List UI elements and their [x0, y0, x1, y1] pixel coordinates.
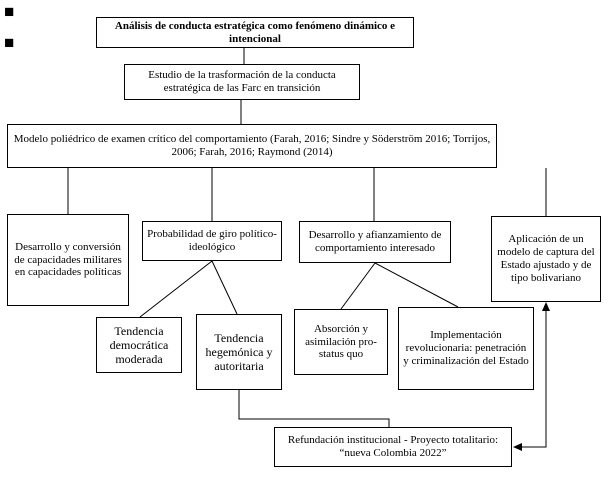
node-probabilidad-giro: Probabilidad de giro político-ideológico — [142, 221, 282, 261]
node-afianzamiento-comportamiento: Desarrollo y afianzamiento de comportamiento interesado — [299, 221, 451, 263]
node-tendencia-hegemonica: Tendencia hegemónica y autoritaria — [196, 314, 282, 390]
node-estudio-transformacion: Estudio de la trasformación de la conducta estratégica de las Farc en transición — [124, 64, 360, 100]
connector-hegemonica-refundacion — [239, 390, 389, 427]
connector-afianzamiento-implementacion — [375, 263, 458, 307]
node-absorcion-asimilacion: Absorción y asimilación pro-status quo — [294, 309, 388, 375]
arrowhead-left-icon — [513, 443, 522, 451]
bullet-square-icon: ■ — [4, 33, 15, 52]
node-refundacion-institucional: Refundación institucional - Proyecto totalitario: “nueva Colombia 2022” — [274, 427, 512, 467]
connector-probabilidad-hegemonica — [212, 261, 237, 314]
node-analisis-title: Análisis de conducta estratégica como fenómeno dinámico e intencional — [96, 17, 414, 48]
arrowhead-up-icon — [542, 302, 550, 311]
node-implementacion-revolucionaria: Implementación revolucionaria: penetración y criminalización del Estado — [398, 307, 534, 390]
node-captura-estado: Aplicación de un modelo de captura del Estado ajustado y de tipo bolivariano — [491, 216, 601, 302]
connector-afianzamiento-absorcion — [341, 263, 375, 309]
bullet-square-icon: ■ — [4, 2, 15, 21]
connector-probabilidad-democratica — [140, 261, 212, 317]
node-modelo-poliedrico: Modelo poliédrico de examen crítico del comportamiento (Farah, 2016; Sindre y Söderström 2016; Torrijos, 2006; Farah, 2016; Raymond (2014) — [7, 124, 497, 168]
node-tendencia-democratica: Tendencia democrática moderada — [96, 317, 182, 373]
node-desarrollo-capacidades: Desarrollo y conversión de capacidades militares en capacidades políticas — [7, 214, 129, 306]
